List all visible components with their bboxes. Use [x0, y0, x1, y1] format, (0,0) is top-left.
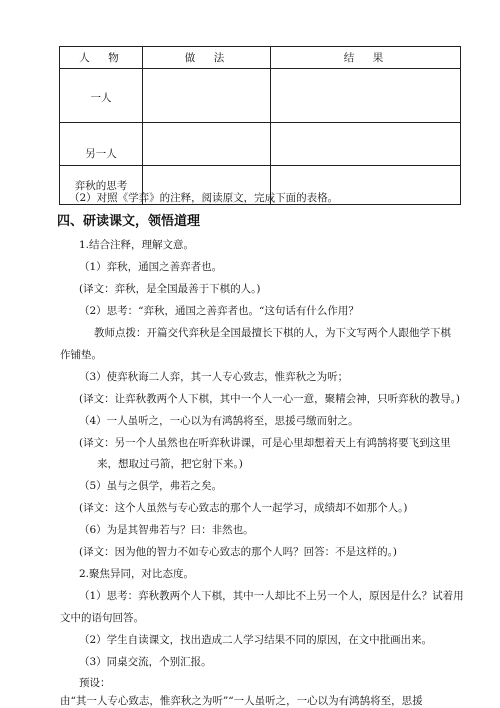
table-cell-empty	[143, 123, 271, 166]
teacher-note-line: 作铺垫。	[60, 349, 102, 361]
instruction-line: （2）对照《学弈》的注释，阅读原文，完成下面的表格。	[69, 192, 339, 204]
text-line: （3）使弈秋诲二人弈，其一人专心致志，惟弈秋之为听；	[79, 371, 349, 383]
comparison-table	[59, 46, 461, 205]
translation-line: (译文：这个人虽然与专心致志的那个人一起学习，成绩却不如那个人。)	[79, 502, 408, 514]
table-row	[60, 69, 461, 123]
text-line: 预设：	[79, 677, 111, 689]
table-cell-empty	[143, 69, 271, 123]
translation-line: 来，想取过弓箭，把它射下来。)	[97, 458, 243, 470]
table-cell-empty	[271, 69, 461, 123]
table-cell-empty	[271, 123, 461, 166]
teacher-note-line: 教师点拨：开篇交代弈秋是全国最擅长下棋的人，为下文写两个人跟他学下棋	[94, 327, 451, 339]
header-person: 人 物	[60, 47, 143, 69]
text-line: （6）为是其智弗若与？曰：非然也。	[79, 524, 254, 536]
text-line: （2）学生自读课文，找出造成二人学习结果不同的原因，在文中批画出来。	[79, 634, 433, 646]
subsection-heading: 1.结合注释，理解文意。	[79, 239, 195, 251]
translation-line: (译文：让弈秋教两个人下棋，其中一个人一心一意，聚精会神，只听弈秋的教导。)	[79, 393, 460, 405]
text-line: （2）思考：“弈秋，通国之善弈者也。“这句话有什么作用？	[79, 305, 359, 317]
header-result: 结 果	[271, 47, 461, 69]
translation-line: (译文：弈秋，是全国最善于下棋的人。)	[79, 283, 261, 295]
row-label-one-person: 一人	[60, 69, 143, 123]
text-line: （1）思考：弈秋教两个人下棋，其中一人却比不上另一个人，原因是什么？试着用	[79, 590, 464, 602]
row-label-other-person: 另一人	[60, 123, 143, 166]
translation-line: (译文：另一个人虽然也在听弈秋讲课，可是心里却想着天上有鸿鹄将要飞到这里	[79, 437, 451, 449]
row-label-yiqiu-thinking: 弈秋的思考	[60, 166, 143, 205]
text-line: （5）虽与之俱学，弗若之矣。	[79, 480, 223, 492]
text-line: （3）同桌交流，个别汇报。	[79, 656, 212, 668]
text-line: 由“其一人专心致志，惟弈秋之为听”“一人虽听之，一心以为有鸿鹄将至，思援	[60, 695, 423, 707]
text-line: （4）一人虽听之，一心以为有鸿鹄将至，思援弓缴而射之。	[79, 415, 359, 427]
text-line: 文中的语句回答。	[60, 612, 144, 624]
subsection-heading: 2.聚焦异同，对比态度。	[79, 568, 195, 580]
translation-line: (译文：因为他的智力不如专心致志的那个人吗？回答：不是这样的。)	[79, 546, 397, 558]
table-row	[60, 123, 461, 166]
section-heading: 四、研读课文，领悟道理	[57, 214, 201, 229]
text-line: （1）弈秋，通国之善弈者也。	[79, 261, 223, 273]
header-method: 做 法	[143, 47, 271, 69]
table-header-row	[60, 47, 461, 69]
